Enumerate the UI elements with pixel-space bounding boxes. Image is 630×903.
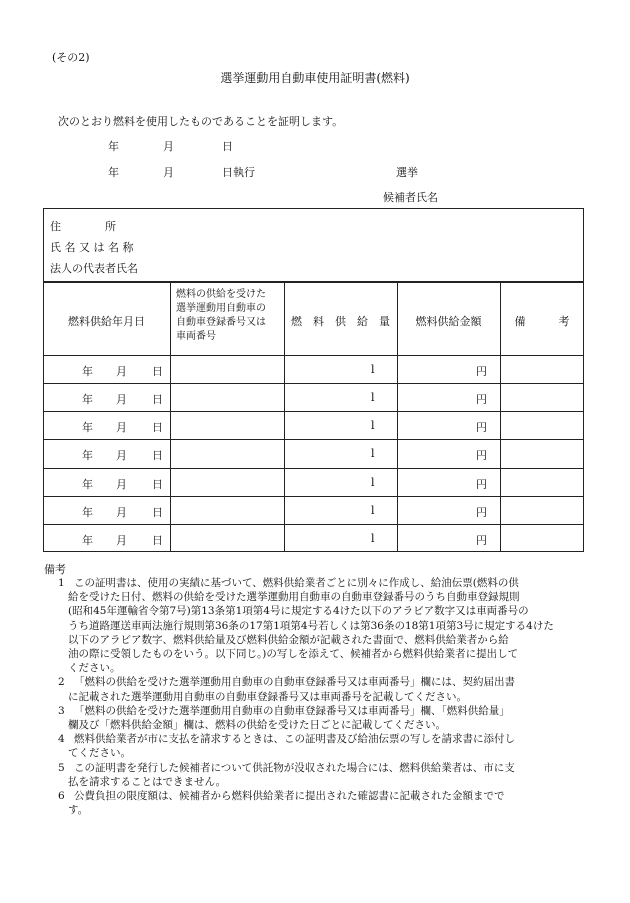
note-line: この証明書は、使用の実績に基づいて、燃料供給業者ごとに別々に作成し、給油伝票(燃料の供 bbox=[74, 577, 519, 589]
row-quantity-unit: l bbox=[371, 419, 375, 433]
row-year: 年 bbox=[82, 365, 93, 378]
row-day: 日 bbox=[152, 533, 163, 547]
row-quantity-unit: l bbox=[371, 363, 375, 376]
row-year: 年 bbox=[82, 421, 93, 435]
row-divider bbox=[43, 468, 584, 469]
notes-list bbox=[44, 576, 589, 817]
note-number: 3 bbox=[58, 704, 65, 717]
row-year: 年 bbox=[82, 477, 93, 491]
document-label: (その2) bbox=[52, 51, 90, 64]
note-item bbox=[44, 761, 589, 789]
candidate-name-label: 候補者氏名 bbox=[383, 191, 438, 204]
column-header-remarks: 備 考 bbox=[514, 315, 570, 328]
row-amount-unit: 円 bbox=[476, 533, 487, 547]
note-line: この証明書を発行した候補者について供託物が没収された場合には、燃料供給業者は、市に支 bbox=[74, 761, 515, 774]
row-divider bbox=[43, 496, 584, 497]
page-title: 選挙運動用自動車使用証明書(燃料) bbox=[220, 71, 410, 85]
note-line: 油の際に受領したものをいう。以下同じ。)の写しを添えて、候補者から燃料供給業者に提出して bbox=[68, 648, 519, 661]
column-header-date: 燃料供給年月日 bbox=[68, 315, 145, 328]
row-quantity-unit: l bbox=[371, 447, 375, 461]
row-quantity-unit: l bbox=[371, 475, 375, 489]
note-number: 1 bbox=[58, 577, 65, 589]
note-line: (昭和45年運輸省令第7号)第13条第1項第4号に規定する4けた以下のアラビア数字又は車両番号の bbox=[68, 605, 529, 618]
row-divider bbox=[43, 439, 584, 440]
note-line: 燃料供給業者が市に支払を請求するときは、この証明書及び給油伝票の写しを請求書に添付し bbox=[74, 733, 515, 746]
note-number: 4 bbox=[58, 733, 65, 746]
note-line: す。 bbox=[68, 804, 89, 817]
row-month: 月 bbox=[116, 533, 127, 547]
row-day: 日 bbox=[152, 421, 163, 435]
supplier-name-label: 氏 名 又 は 名 称 bbox=[50, 241, 134, 254]
note-line: 「燃料の供給を受けた選挙運動用自動車の自動車登録番号又は車両番号」欄には、契約届出書 bbox=[74, 676, 515, 689]
election-day-executed: 日執行 bbox=[222, 166, 255, 179]
row-amount-unit: 円 bbox=[476, 393, 487, 407]
note-item bbox=[44, 704, 589, 732]
row-year: 年 bbox=[82, 449, 93, 463]
row-month: 月 bbox=[116, 393, 127, 407]
row-month: 月 bbox=[116, 421, 127, 435]
row-year: 年 bbox=[82, 393, 93, 407]
certify-statement: 次のとおり燃料を使用したものであることを証明します。 bbox=[58, 115, 344, 128]
row-month: 月 bbox=[116, 365, 127, 378]
row-amount-unit: 円 bbox=[476, 477, 487, 491]
note-item bbox=[44, 732, 589, 760]
note-line: 払を請求することはできません。 bbox=[68, 775, 227, 788]
election-label: 選挙 bbox=[396, 166, 418, 179]
row-day: 日 bbox=[152, 449, 163, 463]
row-amount-unit: 円 bbox=[476, 365, 487, 378]
row-quantity-unit: l bbox=[371, 391, 375, 405]
note-item bbox=[44, 675, 589, 703]
note-line: 公費負担の限度額は、候補者から燃料供給業者に提出された確認書に記載された金額までで bbox=[74, 790, 505, 803]
note-line: 「燃料の供給を受けた選挙運動用自動車の自動車登録番号又は車両番号」欄、「燃料供給量」 bbox=[74, 704, 510, 717]
row-month: 月 bbox=[116, 449, 127, 463]
supplier-representative-label: 法人の代表者氏名 bbox=[50, 262, 138, 275]
row-day: 日 bbox=[152, 393, 163, 407]
note-line: に記載された選挙運動用自動車の自動車登録番号又は車両番号を記載してください。 bbox=[68, 690, 467, 703]
date-month: 月 bbox=[163, 140, 174, 153]
note-item bbox=[44, 576, 589, 675]
row-divider bbox=[43, 383, 584, 384]
note-line: 欄及び「燃料供給金額」欄は、燃料の供給を受けた日ごとに記載してください。 bbox=[68, 719, 446, 732]
row-day: 日 bbox=[152, 365, 163, 378]
note-line: 給を受けた日付、燃料の供給を受けた選挙運動用自動車の自動車登録番号のうち自動車登録規則 bbox=[68, 591, 520, 604]
column-header-amount: 燃料供給金額 bbox=[415, 315, 482, 328]
note-number: 2 bbox=[58, 676, 65, 689]
date-day: 日 bbox=[222, 140, 233, 153]
row-amount-unit: 円 bbox=[476, 421, 487, 435]
row-year: 年 bbox=[82, 533, 93, 547]
date-year: 年 bbox=[108, 140, 119, 153]
row-month: 月 bbox=[116, 505, 127, 519]
note-line: ください。 bbox=[68, 662, 121, 675]
row-day: 日 bbox=[152, 477, 163, 491]
row-quantity-unit: l bbox=[371, 503, 375, 517]
note-number: 5 bbox=[58, 761, 65, 774]
table-divider bbox=[170, 282, 171, 552]
election-month: 月 bbox=[163, 166, 174, 179]
note-item bbox=[44, 789, 589, 817]
note-line: てください。 bbox=[68, 747, 131, 760]
table-header-divider bbox=[43, 355, 584, 356]
notes-heading: 備考 bbox=[44, 563, 66, 576]
row-day: 日 bbox=[152, 505, 163, 519]
supplier-address-label: 住 所 bbox=[50, 220, 116, 233]
row-year: 年 bbox=[82, 505, 93, 519]
row-amount-unit: 円 bbox=[476, 449, 487, 463]
row-divider bbox=[43, 411, 584, 412]
election-year: 年 bbox=[108, 166, 119, 179]
row-quantity-unit: l bbox=[371, 531, 375, 545]
row-month: 月 bbox=[116, 477, 127, 491]
column-header-quantity: 燃 料 供 給 量 bbox=[291, 315, 390, 328]
row-amount-unit: 円 bbox=[476, 505, 487, 519]
note-line: うち道路運送車両法施行規則第36条の17第1項第4号若しくは第36条の18第1項第3号に規定する4けた bbox=[68, 619, 554, 632]
row-divider bbox=[43, 524, 584, 525]
note-number: 6 bbox=[58, 790, 65, 803]
note-line: 以下のアラビア数字、燃料供給量及び燃料供給金額が記載された書面で、燃料供給業者から給 bbox=[68, 633, 509, 646]
column-header-vehicle: 燃料の供給を受けた 選挙運動用自動車の 自動車登録番号又は 車両番号 bbox=[176, 289, 266, 342]
